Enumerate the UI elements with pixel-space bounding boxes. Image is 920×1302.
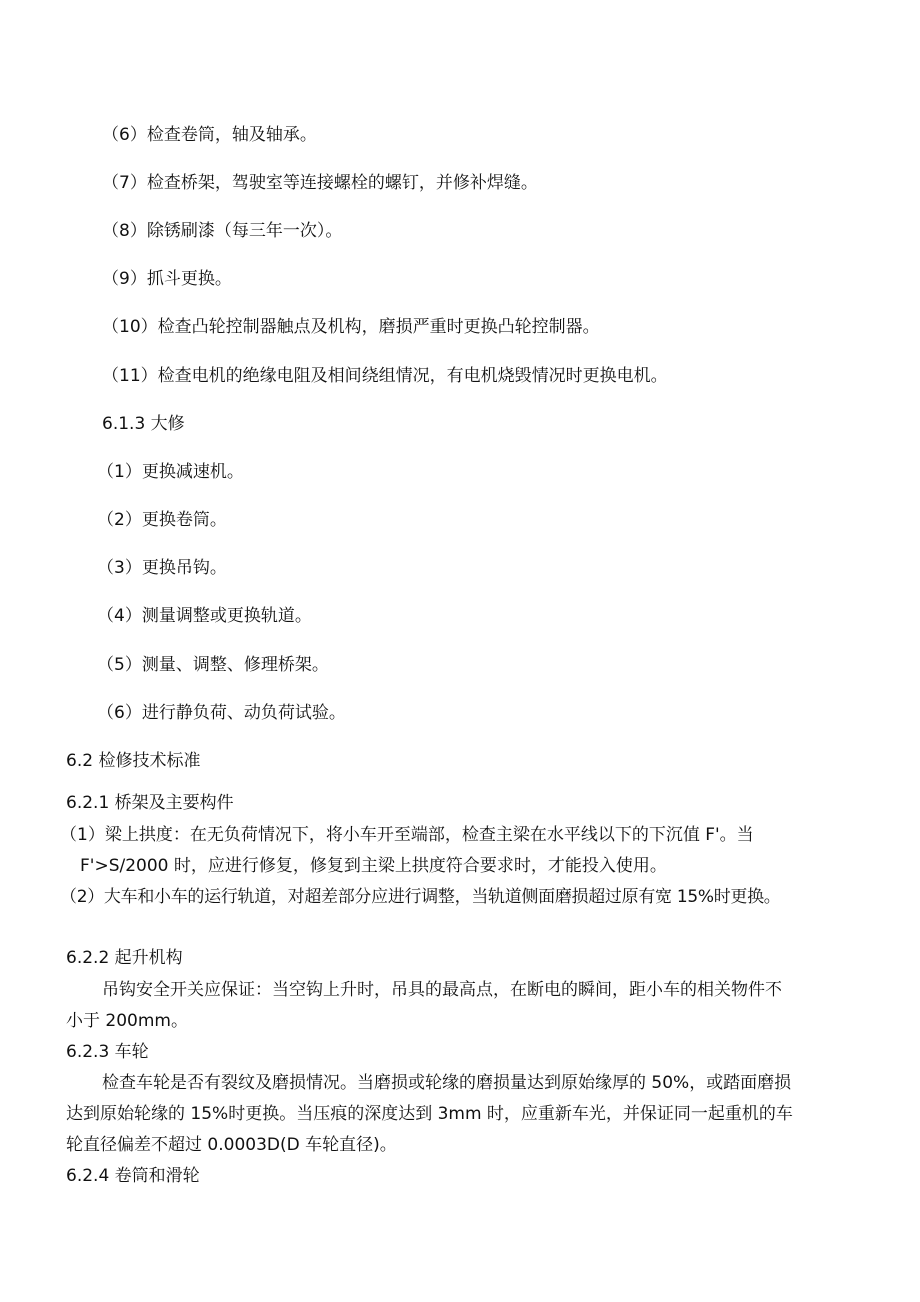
list-item-overhaul-1: （1）更换减速机。 [97, 462, 244, 482]
list-item-minor-6: （6）检查卷筒，轴及轴承。 [102, 125, 317, 145]
paragraph-6-2-1-item2: （2）大车和小车的运行轨道，对超差部分应进行调整，当轨道侧面磨损超过原有宽 15%时更换。 [60, 887, 781, 907]
list-item-overhaul-4: （4）测量调整或更换轨道。 [97, 606, 312, 626]
list-item-overhaul-3: （3）更换吊钩。 [97, 558, 227, 578]
paragraph-6-2-1-item1-line1: （1）梁上拱度：在无负荷情况下，将小车开至端部，检查主梁在水平线以下的下沉值 F'。当 [60, 825, 754, 845]
paragraph-6-2-3-line1: 检查车轮是否有裂纹及磨损情况。当磨损或轮缘的磨损量达到原始缘厚的 50%，或踏面磨损 [102, 1073, 792, 1093]
list-item-minor-9: （9）抓斗更换。 [102, 269, 232, 289]
list-item-overhaul-2: （2）更换卷筒。 [97, 510, 227, 530]
list-item-minor-10: （10）检查凸轮控制器触点及机构，磨损严重时更换凸轮控制器。 [102, 317, 600, 337]
paragraph-6-2-2-line1: 吊钩安全开关应保证：当空钩上升时，吊具的最高点，在断电的瞬间，距小车的相关物件不 [102, 980, 782, 1000]
section-heading-6-2-4: 6.2.4 卷筒和滑轮 [66, 1166, 200, 1186]
paragraph-6-2-3-line2: 达到原始轮缘的 15%时更换。当压痕的深度达到 3mm 时，应重新车光，并保证同一起重机的车 [66, 1104, 793, 1124]
section-heading-6-2: 6.2 检修技术标准 [66, 751, 201, 771]
section-heading-6-2-3: 6.2.3 车轮 [66, 1042, 149, 1062]
section-heading-6-2-2: 6.2.2 起升机构 [66, 948, 183, 968]
list-item-minor-8: （8）除锈刷漆（每三年一次）。 [102, 221, 343, 241]
paragraph-6-2-2-line2: 小于 200mm。 [66, 1011, 188, 1031]
section-heading-6-2-1: 6.2.1 桥架及主要构件 [66, 793, 234, 813]
list-item-minor-7: （7）检查桥架，驾驶室等连接螺栓的螺钉，并修补焊缝。 [102, 173, 538, 193]
list-item-overhaul-5: （5）测量、调整、修理桥架。 [97, 655, 329, 675]
paragraph-6-2-1-item1-line2: F'>S/2000 时，应进行修复，修复到主梁上拱度符合要求时，才能投入使用。 [80, 856, 667, 876]
list-item-minor-11: （11）检查电机的绝缘电阻及相间绕组情况，有电机烧毁情况时更换电机。 [102, 366, 668, 386]
list-item-overhaul-6: （6）进行静负荷、动负荷试验。 [97, 703, 346, 723]
paragraph-6-2-3-line3: 轮直径偏差不超过 0.0003D(D 车轮直径)。 [66, 1135, 397, 1155]
section-heading-6-1-3: 6.1.3 大修 [102, 414, 185, 434]
